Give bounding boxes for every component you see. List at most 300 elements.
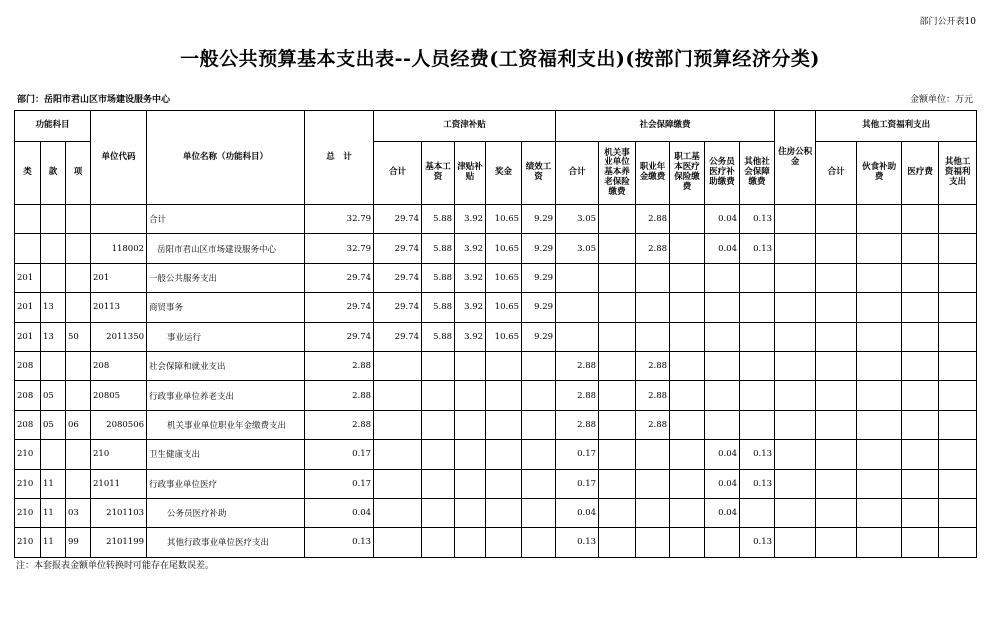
- cell-medical-fee: [902, 381, 939, 410]
- cell-lei: 210: [15, 498, 41, 527]
- table-body: [15, 205, 977, 558]
- cell-allowance: 3.92: [455, 234, 486, 263]
- cell-medical-fee: [902, 351, 939, 380]
- cell-unit-name: 机关事业单位职业年金缴费支出: [147, 410, 305, 439]
- cell-annuity: 2.88: [636, 410, 670, 439]
- cell-lei: 210: [15, 440, 41, 469]
- header-wage-group: 工资津补贴: [374, 111, 556, 142]
- cell-bonus: [486, 351, 522, 380]
- cell-other-sum: [816, 293, 857, 322]
- cell-allowance: 3.92: [455, 263, 486, 292]
- cell-performance: [522, 410, 556, 439]
- cell-wage-sum: 29.74: [374, 322, 422, 351]
- cell-meal: [857, 528, 902, 557]
- table-row: [15, 528, 977, 557]
- cell-medical-ins: [670, 263, 705, 292]
- cell-unit-code: 21011: [91, 469, 147, 498]
- cell-unit-name: 商贸事务: [147, 293, 305, 322]
- cell-civil-medical: 0.04: [705, 234, 740, 263]
- cell-housing-fund: [775, 351, 816, 380]
- cell-medical-fee: [902, 440, 939, 469]
- cell-basic-wage: 5.88: [422, 263, 455, 292]
- cell-pension-ins: [599, 381, 636, 410]
- cell-bonus: [486, 440, 522, 469]
- cell-xiang: 99: [66, 528, 91, 557]
- cell-pension-ins: [599, 469, 636, 498]
- cell-medical-ins: [670, 498, 705, 527]
- cell-total: 32.79: [305, 234, 374, 263]
- cell-other-welfare: [939, 351, 977, 380]
- header-medical-ins: 职工基本医疗保险缴费: [670, 142, 705, 205]
- cell-housing-fund: [775, 263, 816, 292]
- cell-other-welfare: [939, 234, 977, 263]
- cell-performance: [522, 498, 556, 527]
- cell-unit-name: 岳阳市君山区市场建设服务中心: [147, 234, 305, 263]
- header-basic-wage: 基本工资: [422, 142, 455, 205]
- cell-unit-name: 其他行政事业单位医疗支出: [147, 528, 305, 557]
- cell-medical-ins: [670, 205, 705, 234]
- cell-xiang: [66, 440, 91, 469]
- cell-bonus: 10.65: [486, 234, 522, 263]
- cell-kuan: 13: [41, 293, 66, 322]
- cell-pension-ins: [599, 528, 636, 557]
- cell-housing-fund: [775, 469, 816, 498]
- cell-social-sum: 2.88: [556, 351, 599, 380]
- budget-table: [14, 110, 977, 558]
- cell-unit-name: 行政事业单位养老支出: [147, 381, 305, 410]
- cell-annuity: [636, 293, 670, 322]
- cell-wage-sum: [374, 381, 422, 410]
- cell-xiang: [66, 469, 91, 498]
- cell-xiang: [66, 234, 91, 263]
- cell-medical-ins: [670, 410, 705, 439]
- cell-wage-sum: 29.74: [374, 263, 422, 292]
- header-other-sum: 合计: [816, 142, 857, 205]
- cell-wage-sum: 29.74: [374, 234, 422, 263]
- cell-pension-ins: [599, 293, 636, 322]
- cell-xiang: [66, 205, 91, 234]
- cell-lei: [15, 205, 41, 234]
- cell-kuan: 11: [41, 469, 66, 498]
- cell-meal: [857, 205, 902, 234]
- cell-other-social: 0.13: [740, 528, 775, 557]
- cell-medical-ins: [670, 351, 705, 380]
- cell-social-sum: 0.17: [556, 469, 599, 498]
- cell-kuan: 05: [41, 410, 66, 439]
- cell-other-sum: [816, 234, 857, 263]
- cell-bonus: [486, 498, 522, 527]
- cell-other-welfare: [939, 263, 977, 292]
- cell-lei: 201: [15, 263, 41, 292]
- cell-medical-ins: [670, 381, 705, 410]
- cell-wage-sum: [374, 469, 422, 498]
- cell-annuity: 2.88: [636, 205, 670, 234]
- cell-medical-ins: [670, 440, 705, 469]
- cell-total: 29.74: [305, 293, 374, 322]
- cell-unit-code: 201: [91, 263, 147, 292]
- cell-performance: [522, 381, 556, 410]
- cell-kuan: [41, 234, 66, 263]
- header-annuity: 职业年金缴费: [636, 142, 670, 205]
- cell-social-sum: 2.88: [556, 381, 599, 410]
- cell-other-social: [740, 263, 775, 292]
- cell-meal: [857, 322, 902, 351]
- cell-other-sum: [816, 469, 857, 498]
- cell-pension-ins: [599, 351, 636, 380]
- cell-other-sum: [816, 498, 857, 527]
- cell-other-sum: [816, 440, 857, 469]
- cell-other-sum: [816, 528, 857, 557]
- cell-housing-fund: [775, 322, 816, 351]
- cell-meal: [857, 498, 902, 527]
- cell-pension-ins: [599, 322, 636, 351]
- cell-total: 0.13: [305, 528, 374, 557]
- header-performance: 绩效工资: [522, 142, 556, 205]
- cell-civil-medical: 0.04: [705, 440, 740, 469]
- cell-pension-ins: [599, 498, 636, 527]
- cell-other-welfare: [939, 498, 977, 527]
- cell-meal: [857, 293, 902, 322]
- header-social-sum: 合计: [556, 142, 599, 205]
- cell-basic-wage: 5.88: [422, 234, 455, 263]
- cell-housing-fund: [775, 410, 816, 439]
- cell-performance: [522, 469, 556, 498]
- cell-pension-ins: [599, 410, 636, 439]
- cell-basic-wage: [422, 469, 455, 498]
- cell-medical-fee: [902, 293, 939, 322]
- cell-other-welfare: [939, 205, 977, 234]
- cell-other-welfare: [939, 440, 977, 469]
- cell-allowance: [455, 498, 486, 527]
- cell-unit-code: 2101199: [91, 528, 147, 557]
- footer-note: 注：本套报表金额单位转换时可能存在尾数误差。: [16, 561, 215, 571]
- cell-xiang: 50: [66, 322, 91, 351]
- cell-other-social: [740, 410, 775, 439]
- cell-civil-medical: [705, 293, 740, 322]
- cell-lei: 210: [15, 469, 41, 498]
- cell-other-social: 0.13: [740, 469, 775, 498]
- table-row: [15, 410, 977, 439]
- cell-social-sum: 0.17: [556, 440, 599, 469]
- cell-medical-fee: [902, 498, 939, 527]
- cell-wage-sum: 29.74: [374, 293, 422, 322]
- cell-housing-fund: [775, 440, 816, 469]
- cell-other-sum: [816, 205, 857, 234]
- cell-annuity: [636, 322, 670, 351]
- header-bonus: 奖金: [486, 142, 522, 205]
- header-lei: 类: [15, 142, 41, 205]
- table-row: [15, 498, 977, 527]
- cell-basic-wage: [422, 528, 455, 557]
- cell-kuan: 13: [41, 322, 66, 351]
- cell-unit-code: 208: [91, 351, 147, 380]
- cell-kuan: [41, 263, 66, 292]
- cell-kuan: 05: [41, 381, 66, 410]
- table-row: [15, 293, 977, 322]
- cell-medical-ins: [670, 528, 705, 557]
- cell-other-social: 0.13: [740, 234, 775, 263]
- cell-allowance: 3.92: [455, 205, 486, 234]
- cell-other-social: [740, 381, 775, 410]
- cell-performance: 9.29: [522, 293, 556, 322]
- cell-other-sum: [816, 410, 857, 439]
- cell-civil-medical: [705, 322, 740, 351]
- cell-pension-ins: [599, 440, 636, 469]
- cell-kuan: 11: [41, 528, 66, 557]
- cell-social-sum: [556, 263, 599, 292]
- cell-total: 2.88: [305, 351, 374, 380]
- cell-meal: [857, 351, 902, 380]
- header-social-group: 社会保障缴费: [556, 111, 775, 142]
- cell-social-sum: 0.13: [556, 528, 599, 557]
- cell-unit-code: [91, 205, 147, 234]
- cell-allowance: 3.92: [455, 322, 486, 351]
- cell-bonus: [486, 528, 522, 557]
- cell-total: 32.79: [305, 205, 374, 234]
- cell-unit-code: 20113: [91, 293, 147, 322]
- cell-performance: 9.29: [522, 322, 556, 351]
- cell-civil-medical: [705, 381, 740, 410]
- cell-bonus: [486, 410, 522, 439]
- cell-total: 29.74: [305, 322, 374, 351]
- cell-allowance: [455, 528, 486, 557]
- cell-xiang: [66, 351, 91, 380]
- cell-meal: [857, 263, 902, 292]
- cell-meal: [857, 410, 902, 439]
- cell-unit-name: 行政事业单位医疗: [147, 469, 305, 498]
- cell-lei: 208: [15, 410, 41, 439]
- cell-performance: [522, 351, 556, 380]
- cell-annuity: 2.88: [636, 234, 670, 263]
- cell-medical-ins: [670, 469, 705, 498]
- cell-civil-medical: [705, 410, 740, 439]
- cell-performance: 9.29: [522, 205, 556, 234]
- cell-xiang: 03: [66, 498, 91, 527]
- cell-civil-medical: 0.04: [705, 498, 740, 527]
- cell-medical-ins: [670, 293, 705, 322]
- cell-unit-code: 2080506: [91, 410, 147, 439]
- header-other-welfare: 其他工资福利支出: [939, 142, 977, 205]
- cell-other-sum: [816, 351, 857, 380]
- cell-social-sum: 0.04: [556, 498, 599, 527]
- cell-unit-name: 一般公共服务支出: [147, 263, 305, 292]
- cell-medical-fee: [902, 263, 939, 292]
- cell-total: 0.17: [305, 440, 374, 469]
- cell-other-welfare: [939, 322, 977, 351]
- cell-allowance: [455, 469, 486, 498]
- header-pension-ins: 机关事业单位基本养老保险缴费: [599, 142, 636, 205]
- cell-pension-ins: [599, 205, 636, 234]
- cell-basic-wage: [422, 410, 455, 439]
- cell-housing-fund: [775, 528, 816, 557]
- cell-wage-sum: 29.74: [374, 205, 422, 234]
- cell-housing-fund: [775, 293, 816, 322]
- cell-other-welfare: [939, 381, 977, 410]
- cell-social-sum: [556, 322, 599, 351]
- cell-basic-wage: [422, 351, 455, 380]
- cell-annuity: [636, 440, 670, 469]
- cell-bonus: 10.65: [486, 293, 522, 322]
- cell-bonus: 10.65: [486, 322, 522, 351]
- cell-medical-ins: [670, 322, 705, 351]
- cell-bonus: 10.65: [486, 205, 522, 234]
- cell-unit-name: 事业运行: [147, 322, 305, 351]
- cell-meal: [857, 381, 902, 410]
- cell-other-social: [740, 498, 775, 527]
- cell-xiang: [66, 293, 91, 322]
- header-civil-medical: 公务员医疗补助缴费: [705, 142, 740, 205]
- cell-other-sum: [816, 263, 857, 292]
- header-unit-name: 单位名称（功能科目）: [147, 111, 305, 205]
- cell-basic-wage: 5.88: [422, 293, 455, 322]
- cell-allowance: [455, 410, 486, 439]
- cell-annuity: 2.88: [636, 381, 670, 410]
- cell-civil-medical: 0.04: [705, 205, 740, 234]
- cell-basic-wage: 5.88: [422, 322, 455, 351]
- cell-kuan: [41, 440, 66, 469]
- table-row: [15, 381, 977, 410]
- cell-civil-medical: [705, 263, 740, 292]
- table-row: [15, 234, 977, 263]
- cell-xiang: 06: [66, 410, 91, 439]
- cell-unit-code: 20805: [91, 381, 147, 410]
- header-housing-fund: 住房公积金: [775, 111, 816, 205]
- cell-unit-name: 卫生健康支出: [147, 440, 305, 469]
- cell-housing-fund: [775, 234, 816, 263]
- unit-label: 金额单位：万元: [909, 95, 973, 105]
- cell-allowance: [455, 351, 486, 380]
- cell-unit-name: 社会保障和就业支出: [147, 351, 305, 380]
- cell-unit-code: 2101103: [91, 498, 147, 527]
- report-title: 一般公共预算基本支出表--人员经费(工资福利支出)(按部门预算经济分类): [180, 48, 820, 70]
- cell-other-welfare: [939, 410, 977, 439]
- cell-other-sum: [816, 322, 857, 351]
- cell-total: 2.88: [305, 410, 374, 439]
- header-xiang: 项: [66, 142, 91, 205]
- cell-meal: [857, 234, 902, 263]
- header-unit-code: 单位代码: [91, 111, 147, 205]
- cell-housing-fund: [775, 381, 816, 410]
- cell-allowance: [455, 440, 486, 469]
- cell-unit-code: 118002: [91, 234, 147, 263]
- table-row: [15, 440, 977, 469]
- cell-social-sum: [556, 293, 599, 322]
- table-row: [15, 263, 977, 292]
- cell-lei: 201: [15, 293, 41, 322]
- cell-medical-fee: [902, 205, 939, 234]
- cell-medical-fee: [902, 528, 939, 557]
- cell-other-welfare: [939, 528, 977, 557]
- cell-annuity: [636, 498, 670, 527]
- header-meal: 伙食补助费: [857, 142, 902, 205]
- cell-basic-wage: 5.88: [422, 205, 455, 234]
- cell-lei: 208: [15, 351, 41, 380]
- cell-wage-sum: [374, 528, 422, 557]
- cell-annuity: [636, 263, 670, 292]
- header-other-social: 其他社会保障缴费: [740, 142, 775, 205]
- cell-total: 2.88: [305, 381, 374, 410]
- cell-basic-wage: [422, 498, 455, 527]
- cell-pension-ins: [599, 234, 636, 263]
- cell-wage-sum: [374, 498, 422, 527]
- cell-unit-code: 210: [91, 440, 147, 469]
- cell-allowance: [455, 381, 486, 410]
- cell-kuan: 11: [41, 498, 66, 527]
- cell-performance: [522, 440, 556, 469]
- cell-unit-code: 2011350: [91, 322, 147, 351]
- cell-kuan: [41, 351, 66, 380]
- cell-xiang: [66, 381, 91, 410]
- header-other-group: 其他工资福利支出: [816, 111, 977, 142]
- cell-medical-fee: [902, 469, 939, 498]
- cell-other-social: [740, 351, 775, 380]
- cell-wage-sum: [374, 351, 422, 380]
- cell-wage-sum: [374, 440, 422, 469]
- cell-total: 29.74: [305, 263, 374, 292]
- report-number: 部门公开表10: [919, 17, 976, 27]
- cell-other-social: [740, 293, 775, 322]
- cell-social-sum: 2.88: [556, 410, 599, 439]
- cell-housing-fund: [775, 498, 816, 527]
- cell-medical-ins: [670, 234, 705, 263]
- header-wage-sum: 合计: [374, 142, 422, 205]
- table-row: [15, 351, 977, 380]
- table-row: [15, 322, 977, 351]
- cell-other-social: 0.13: [740, 440, 775, 469]
- header-kuan: 款: [41, 142, 66, 205]
- header-medical-fee: 医疗费: [902, 142, 939, 205]
- cell-medical-fee: [902, 234, 939, 263]
- cell-other-sum: [816, 381, 857, 410]
- cell-other-welfare: [939, 469, 977, 498]
- table-row: [15, 205, 977, 234]
- header-func-subject: 功能科目: [15, 111, 91, 142]
- cell-basic-wage: [422, 440, 455, 469]
- cell-basic-wage: [422, 381, 455, 410]
- cell-pension-ins: [599, 263, 636, 292]
- cell-lei: [15, 234, 41, 263]
- cell-allowance: 3.92: [455, 293, 486, 322]
- cell-performance: 9.29: [522, 234, 556, 263]
- cell-meal: [857, 469, 902, 498]
- department-label: 部门：岳阳市君山区市场建设服务中心: [17, 95, 171, 105]
- cell-other-social: 0.13: [740, 205, 775, 234]
- cell-meal: [857, 440, 902, 469]
- cell-unit-name: 合计: [147, 205, 305, 234]
- cell-civil-medical: 0.04: [705, 469, 740, 498]
- cell-bonus: [486, 469, 522, 498]
- cell-annuity: 2.88: [636, 351, 670, 380]
- cell-other-welfare: [939, 293, 977, 322]
- header-allowance: 津贴补贴: [455, 142, 486, 205]
- cell-wage-sum: [374, 410, 422, 439]
- cell-civil-medical: [705, 528, 740, 557]
- cell-medical-fee: [902, 410, 939, 439]
- cell-lei: 201: [15, 322, 41, 351]
- cell-housing-fund: [775, 205, 816, 234]
- cell-lei: 208: [15, 381, 41, 410]
- cell-total: 0.17: [305, 469, 374, 498]
- cell-medical-fee: [902, 322, 939, 351]
- cell-total: 0.04: [305, 498, 374, 527]
- cell-bonus: [486, 381, 522, 410]
- cell-annuity: [636, 528, 670, 557]
- cell-social-sum: 3.05: [556, 234, 599, 263]
- cell-xiang: [66, 263, 91, 292]
- cell-annuity: [636, 469, 670, 498]
- cell-lei: 210: [15, 528, 41, 557]
- cell-performance: 9.29: [522, 263, 556, 292]
